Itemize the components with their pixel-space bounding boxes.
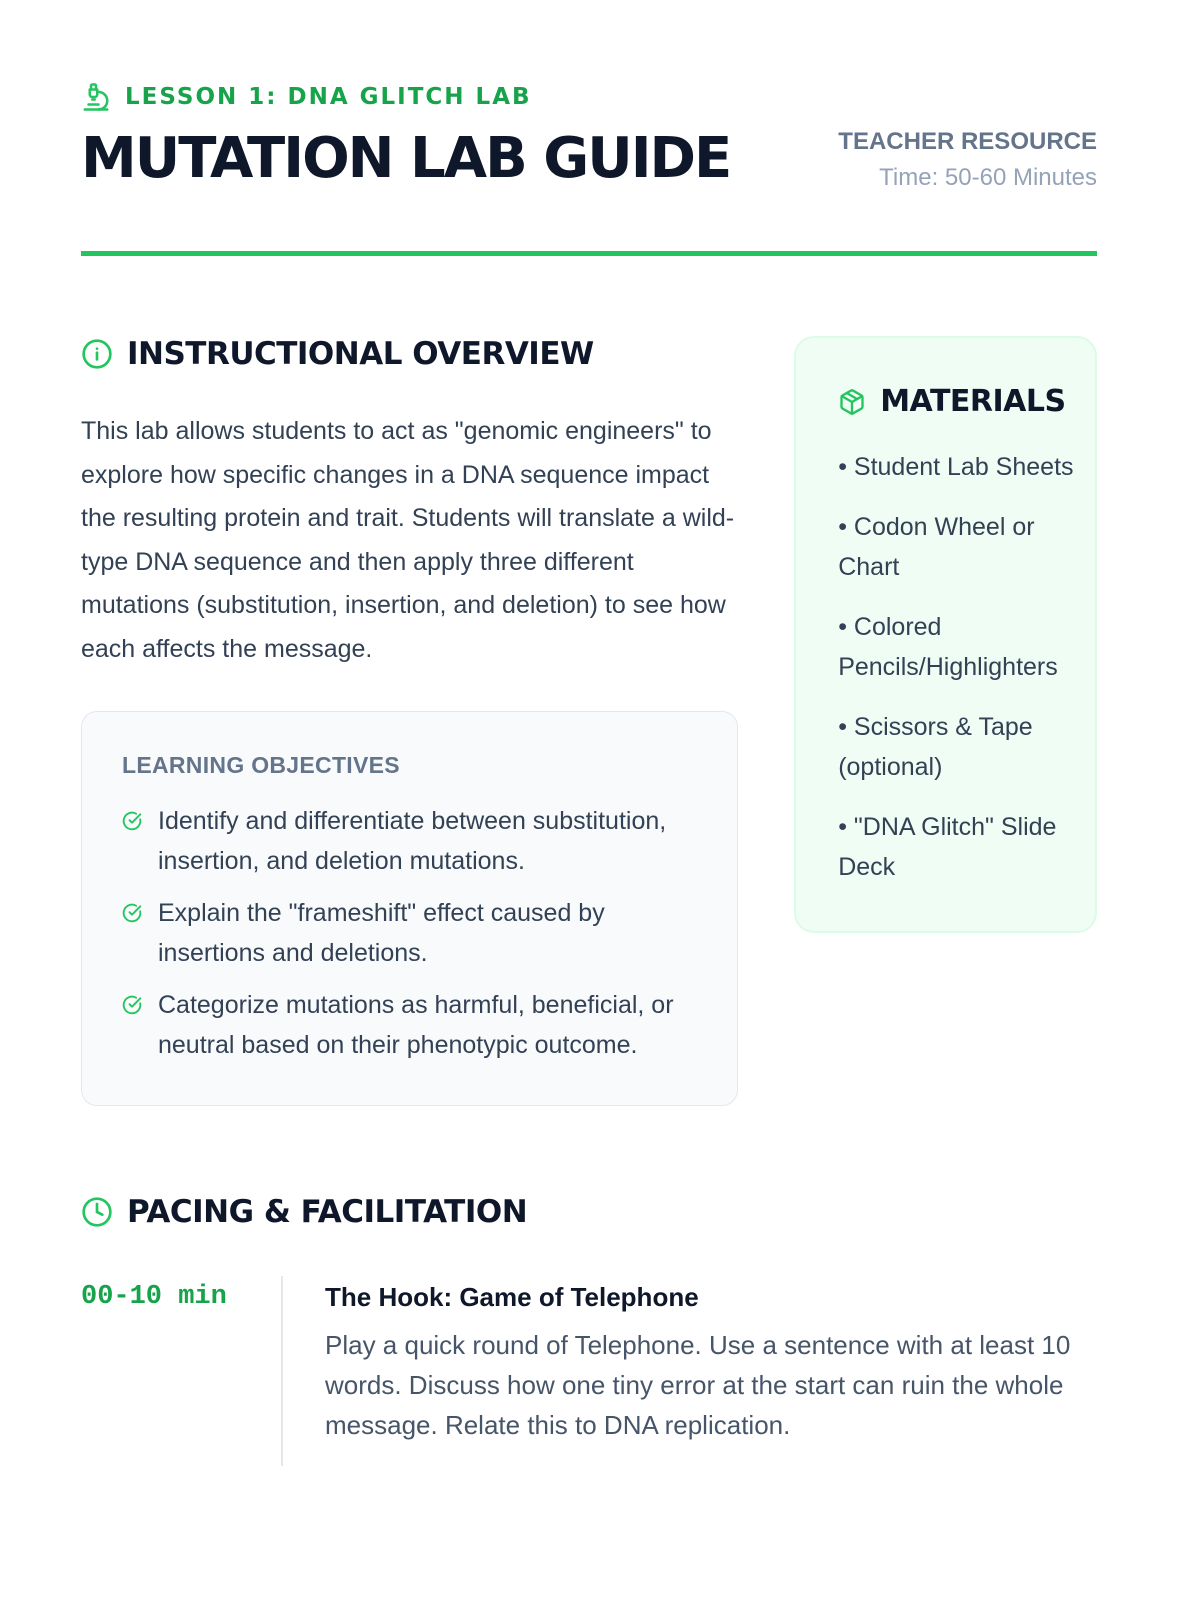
materials-list: [838, 447, 1085, 887]
check-circle-icon: [122, 903, 142, 923]
objectives-list: [122, 801, 699, 1065]
objective-item: [122, 893, 699, 973]
objective-text: Explain the "frameshift" effect caused by insertions and deletions.: [158, 899, 605, 967]
materials-heading: [838, 384, 1085, 419]
lesson-tag-text: LESSON 1: DNA GLITCH LAB: [125, 84, 532, 110]
check-circle-icon: [122, 995, 142, 1015]
learning-objectives-box: [81, 711, 738, 1106]
overview-heading: [81, 336, 738, 372]
material-item: • Scissors & Tape (optional): [838, 713, 1033, 781]
pacing-section: [81, 1194, 1097, 1466]
objectives-title: LEARNING OBJECTIVES: [122, 752, 400, 778]
info-icon: [81, 338, 113, 370]
objective-item: [122, 801, 699, 881]
materials-box: [794, 336, 1097, 933]
material-item: • Student Lab Sheets: [838, 453, 1074, 481]
pacing-step-body: [281, 1276, 1097, 1466]
materials-title: MATERIALS: [880, 384, 1066, 419]
objective-text: Categorize mutations as harmful, beneficial, or neutral based on their phenotypic outcome.: [158, 991, 674, 1059]
pacing-step-title: The Hook: Game of Telephone: [325, 1282, 699, 1312]
page-header: [81, 0, 1097, 256]
package-icon: [838, 388, 866, 416]
pacing-title: PACING & FACILITATION: [127, 1194, 528, 1230]
material-item: • Colored Pencils/Highlighters: [838, 613, 1058, 681]
objective-text: Identify and differentiate between substitution, insertion, and deletion mutations.: [158, 807, 667, 875]
pacing-time: 00-10 min: [81, 1282, 227, 1312]
content-row: [81, 336, 1097, 1106]
materials-column: [794, 336, 1097, 1106]
material-item: • "DNA Glitch" Slide Deck: [838, 813, 1057, 881]
lesson-tag: [81, 82, 1097, 112]
pacing-step: [81, 1276, 1097, 1466]
overview-title: INSTRUCTIONAL OVERVIEW: [127, 336, 594, 372]
resource-info: [838, 128, 1097, 192]
objective-item: [122, 985, 699, 1065]
overview-column: [81, 336, 738, 1106]
time-estimate: Time: 50-60 Minutes: [879, 164, 1097, 191]
clock-icon: [81, 1196, 113, 1228]
check-circle-icon: [122, 811, 142, 831]
overview-text: This lab allows students to act as "genomic engineers" to explore how specific changes in a DNA sequence impact the resulting protein and trait. Students will translate a wild-type DNA sequence and then apply three different mutations (substitution, insertion, and deletion) to see how each affects the message.: [81, 417, 735, 663]
pacing-heading: [81, 1194, 1097, 1230]
resource-label: TEACHER RESOURCE: [838, 128, 1097, 155]
pacing-step-description: Play a quick round of Telephone. Use a sentence with at least 10 words. Discuss how one tiny error at the start can ruin the whole message. Relate this to DNA replication.: [325, 1330, 1071, 1440]
material-item: • Codon Wheel or Chart: [838, 513, 1035, 581]
page-title: MUTATION LAB GUIDE: [81, 126, 731, 191]
microscope-icon: [81, 82, 111, 112]
